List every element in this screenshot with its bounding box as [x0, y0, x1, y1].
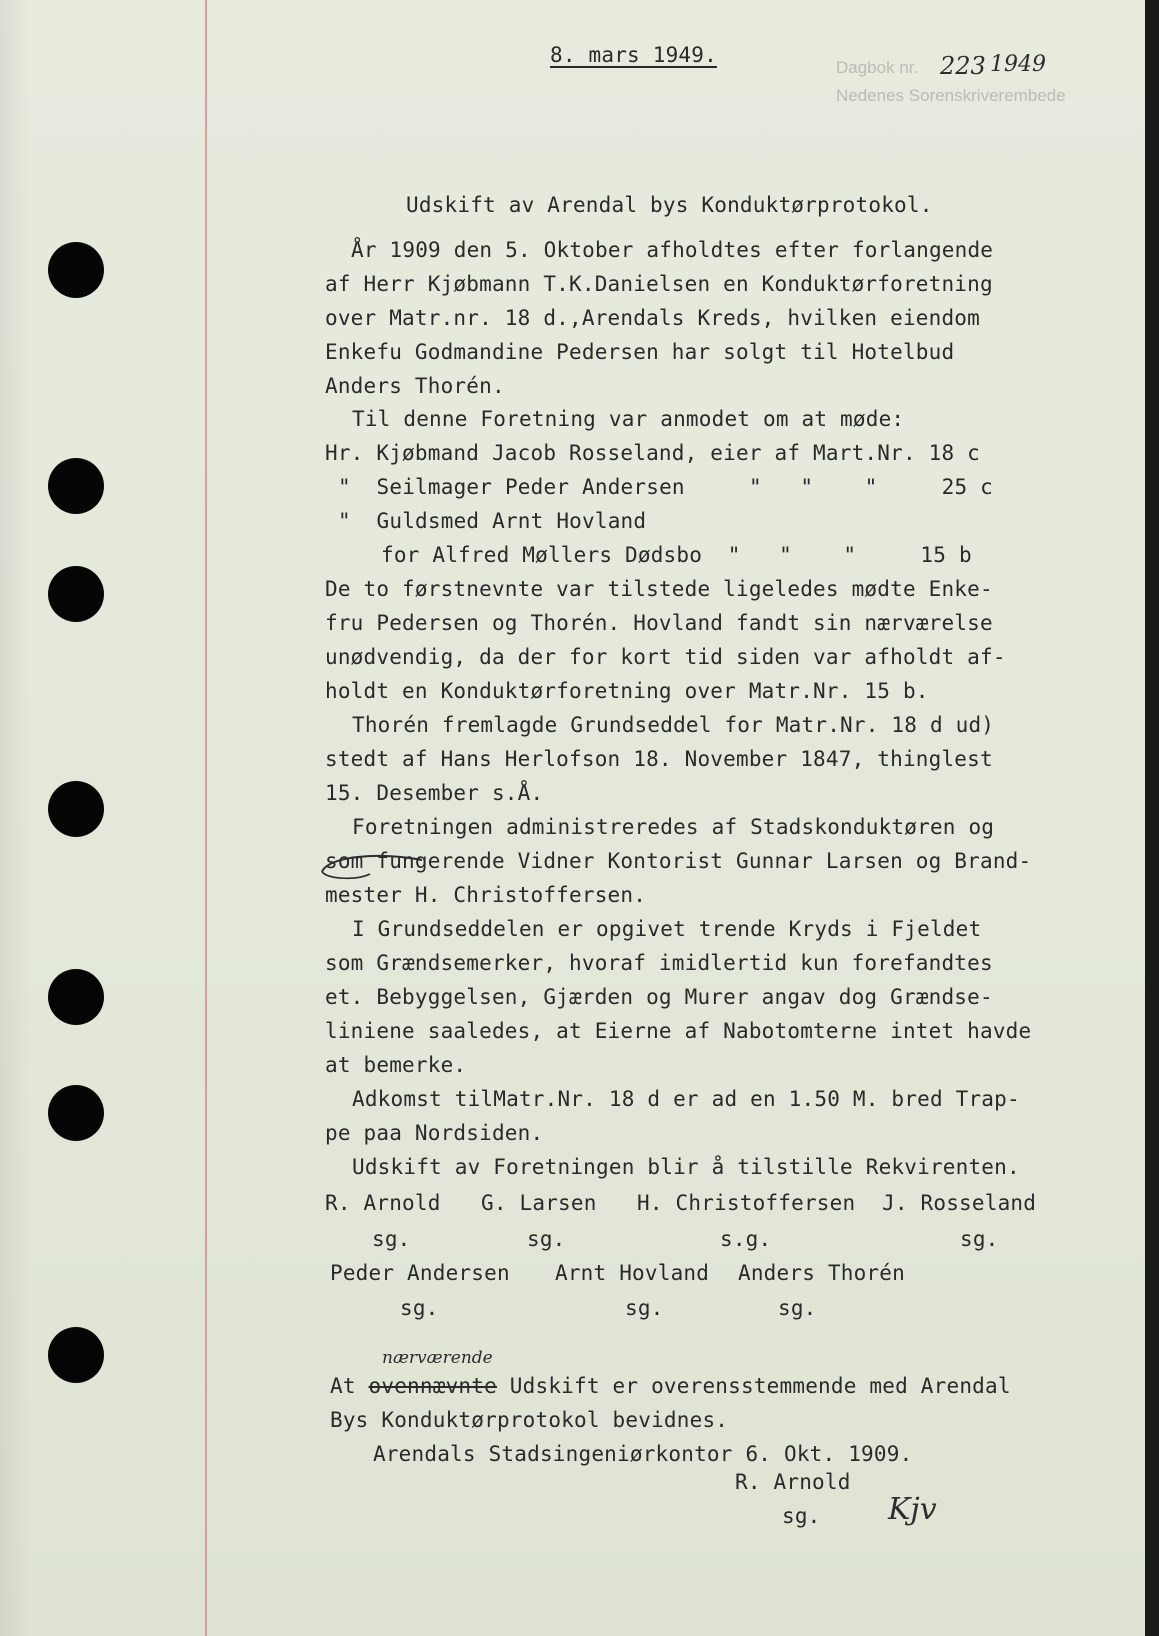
signature-sg: sg. — [625, 1296, 664, 1320]
margin-rule — [205, 0, 207, 1636]
body-line: stedt af Hans Herlofson 18. November 1847, thinglest — [325, 747, 993, 771]
signature-sg: sg. — [778, 1296, 817, 1320]
final-signer: R. Arnold — [735, 1470, 851, 1494]
struck-word: ovennævnte — [368, 1374, 497, 1398]
signature-sg: sg. — [527, 1227, 566, 1251]
punch-hole — [48, 566, 104, 622]
body-line: pe paa Nordsiden. — [325, 1121, 544, 1145]
document-title: Udskift av Arendal bys Konduktørprotokol. — [406, 193, 933, 217]
office-line: Arendals Stadsingeniørkontor 6. Okt. 1909. — [373, 1442, 913, 1466]
body-line: et. Bebyggelsen, Gjærden og Murer angav dog Grændse- — [325, 985, 993, 1009]
body-line: som Grændsemerker, hvoraf imidlertid kun forefandtes — [325, 951, 993, 975]
body-line: over Matr.nr. 18 d.,Arendals Kreds, hvilken eiendom — [325, 306, 980, 330]
body-line: Til denne Foretning var anmodet om at møde: — [352, 407, 905, 431]
stamp-number: 223 — [940, 52, 986, 80]
body-line: mester H. Christoffersen. — [325, 883, 647, 907]
inserted-word: nærværende — [382, 1348, 493, 1368]
punch-hole — [48, 1327, 104, 1383]
signature-name: Peder Andersen — [330, 1261, 510, 1285]
signature-name: G. Larsen — [481, 1191, 597, 1215]
body-line: År 1909 den 5. Oktober afholdtes efter forlangende — [351, 238, 994, 262]
punch-hole — [48, 1085, 104, 1141]
signature-sg: sg. — [372, 1227, 411, 1251]
body-line: Foretningen administreredes af Stadskonduktøren og — [352, 815, 995, 839]
certify-line — [330, 1373, 1011, 1399]
signature-name: R. Arnold — [325, 1191, 441, 1215]
registry-stamp-line2: Nedenes Sorenskriverembede — [836, 86, 1066, 105]
registry-stamp-line1: Dagbok nr. — [836, 58, 919, 77]
punch-hole — [48, 781, 104, 837]
body-line: Hr. Kjøbmand Jacob Rosseland, eier af Mart.Nr. 18 c — [325, 441, 980, 465]
signature-name: H. Christoffersen — [637, 1191, 856, 1215]
date-header: 8. mars 1949. — [550, 43, 717, 67]
body-line: Udskift av Foretningen blir å tilstille Rekvirenten. — [352, 1155, 1020, 1179]
stamp-year: 1949 — [990, 52, 1046, 77]
certify-prefix: At — [330, 1374, 356, 1398]
signature-sg: sg. — [960, 1227, 999, 1251]
signature-sg: sg. — [400, 1296, 439, 1320]
body-line: I Grundseddelen er opgivet trende Kryds i Fjeldet — [352, 917, 982, 941]
body-line: fru Pedersen og Thorén. Hovland fandt sin nærværelse — [325, 611, 993, 635]
body-line: unødvendig, da der for kort tid siden var afholdt af- — [325, 645, 1006, 669]
body-line: De to førstnevnte var tilstede ligeledes mødte Enke- — [325, 577, 993, 601]
body-line: Anders Thorén. — [325, 374, 505, 398]
handwritten-mark — [318, 850, 428, 884]
signature-name: Arnt Hovland — [555, 1261, 710, 1285]
body-line: for Alfred Møllers Dødsbo " " " 15 b — [381, 543, 972, 567]
body-line: " Guldsmed Arnt Hovland — [338, 509, 647, 533]
body-line: som fungerende Vidner Kontorist Gunnar Larsen og Brand- — [325, 849, 1032, 873]
body-line: Adkomst tilMatr.Nr. 18 d er ad en 1.50 M. bred Trap- — [352, 1087, 1020, 1111]
body-line: Thorén fremlagde Grundseddel for Matr.Nr. 18 d ud) — [352, 713, 995, 737]
certify-rest: Udskift er overensstemmende med Arendal — [496, 1374, 1011, 1398]
body-line: at bemerke. — [325, 1053, 467, 1077]
body-line: Enkefu Godmandine Pedersen har solgt til Hotelbud — [325, 340, 955, 364]
body-line: 15. Desember s.Å. — [325, 781, 544, 805]
signature-name: Anders Thorén — [738, 1261, 905, 1285]
signature-name: J. Rosseland — [882, 1191, 1037, 1215]
final-sg: sg. — [782, 1504, 821, 1528]
body-line: liniene saaledes, at Eierne af Nabotomterne intet havde — [325, 1019, 1032, 1043]
handwritten-initials: Kjv — [888, 1492, 937, 1527]
body-line: af Herr Kjøbmann T.K.Danielsen en Konduktørforetning — [325, 272, 993, 296]
punch-hole — [48, 969, 104, 1025]
punch-hole — [48, 458, 104, 514]
punch-hole — [48, 242, 104, 298]
certify-line: Bys Konduktørprotokol bevidnes. — [330, 1408, 729, 1432]
body-line: " Seilmager Peder Andersen " " " 25 c — [338, 475, 993, 499]
signature-sg: s.g. — [720, 1227, 772, 1251]
body-line: holdt en Konduktørforetning over Matr.Nr. 15 b. — [325, 679, 929, 703]
